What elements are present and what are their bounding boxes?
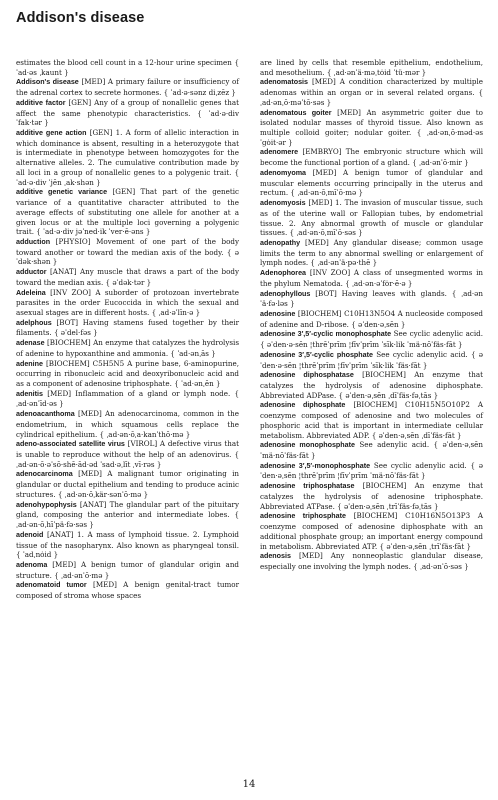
dictionary-entry: [16, 409, 239, 439]
dictionary-entry: [16, 389, 239, 409]
entry-definition: [MED] A malignant tumor originating in glandular or ductal epithelium and tending to produce acinic structures. { ˌad·ən·ōˌkär·sənˈō·mə }: [16, 469, 239, 499]
dictionary-entry: [260, 168, 483, 198]
entry-headword: adenopathy: [260, 238, 301, 247]
entry-headword: adenase: [16, 339, 45, 348]
dictionary-entry: [16, 318, 239, 338]
entry-headword: adenomyosis: [260, 199, 306, 208]
entry-headword: additive gene action: [16, 129, 87, 138]
entry-definition: [BIOCHEM] C10H16N5O13P3 A coenzyme composed of adenosine diphosphate with an additional phosphate group; an important energy compound in metabolism. Abbreviated ATP. { əˈden·əˌsēn ˌtrīˈfäs·fāt }: [260, 511, 483, 551]
page-number: 14: [242, 779, 256, 790]
dictionary-entry: [260, 108, 483, 148]
entry-definition: [MED] Any glandular disease; common usage limits the term to any abnormal swelling or enlargement of lymph nodes. { ˌad·ənˈä·pə·thē }: [260, 237, 483, 268]
dictionary-entry: [16, 359, 239, 389]
dictionary-entry: [260, 440, 483, 460]
entry-definition: [BIOCHEM] An enzyme that catalyzes the hydrolysis of adenosine triphosphate. Abbreviated ATPase. { əˈden·əˌsēn ˌtrīˈfäs·fəˌtās }: [260, 481, 483, 511]
entry-headword: adenomyoma: [260, 168, 307, 177]
entry-definition: [ANAT] The glandular part of the pituitary gland, composing the anterior and intermediate lobes. { ˌad·ən·ōˌhīˈpä·fə·səs }: [16, 499, 239, 530]
entry-headword: adductor: [16, 268, 47, 277]
entry-definition: [MED] An adenocarcinoma, common in the endometrium, in which squamous cells replace the cylindrical epithelium. { ˌad·ən·ōˌa·kanˈthō·mə }: [16, 409, 239, 439]
dictionary-entry: [260, 329, 483, 349]
dictionary-entry: [260, 400, 483, 440]
dictionary-entry: [260, 238, 483, 268]
entry-definition: [GEN] Any of a group of nonallelic genes that affect the same phenotypic characteristics. { ˈad·ə·div ˈfak·tər }: [16, 97, 239, 128]
dictionary-entry: [16, 267, 239, 287]
dictionary-entry: [260, 198, 483, 238]
entry-headword: adenosine diphosphate: [260, 401, 346, 410]
dictionary-entry: [260, 77, 483, 107]
dictionary-entry: [260, 147, 483, 167]
entry-headword: adenosine diphosphatase: [260, 371, 354, 380]
entry-headword: adenoid: [16, 530, 44, 539]
dictionary-entry: [16, 560, 239, 580]
dictionary-entry: [16, 98, 239, 128]
entry-definition: See adenylic acid. { əˈden·əˌsēn ˈmä·nōˈfäs·fāt }: [260, 440, 483, 461]
entry-headword: adenoma: [16, 560, 48, 569]
entry-headword: adenomatous goiter: [260, 108, 332, 117]
dictionary-entry: [16, 237, 239, 267]
entry-definition: [INV ZOO] A class of unsegmented worms in the phylum Nematoda. { ˌad·ən·əˈfȯr·ē·ə }: [260, 268, 483, 288]
dictionary-entry: [260, 370, 483, 400]
dictionary-entry: [16, 128, 239, 187]
entry-definition: [PHYSIO] Movement of one part of the body toward another or toward the median axis of the body. { əˈdək·shən }: [16, 236, 239, 267]
entry-definition: [MED] A benign genital-tract tumor composed of stroma whose spaces: [16, 580, 239, 601]
dictionary-entry: [16, 439, 239, 469]
entry-headword: adeno-associated satellite virus: [16, 440, 125, 449]
dictionary-entry: [260, 511, 483, 551]
running-head: Addison's disease: [16, 10, 145, 26]
dictionary-entry: [16, 469, 239, 499]
entry-definition: [BIOCHEM] C10H13N5O4 A nucleoside composed of adenine and D-ribose. { əˈden·əˌsēn }: [260, 308, 483, 329]
entry-headword: adelphous: [16, 318, 52, 327]
dictionary-entry: [16, 187, 239, 237]
entry-definition: [BOT] Having stamens fused together by their filaments. { əˈdel·fəs }: [16, 317, 239, 338]
entry-headword: adenosine 3′,5′-cyclic monophosphate: [260, 330, 392, 339]
entry-headword: adenosine monophosphate: [260, 441, 355, 450]
entry-headword: adenosine 3′,5′-monophosphate: [260, 461, 371, 470]
entry-definition: [BIOCHEM] An enzyme that catalyzes the hydrolysis of adenosine diphosphate. Abbreviated ADPase. { əˈden·əˌsēn ˌdīˈfäs·fəˌtās }: [260, 370, 483, 400]
entry-headword: adenocarcinoma: [16, 470, 73, 479]
entry-definition: [MED] A benign tumor of glandular origin and structure. { ˌad·ənˈō·mə }: [16, 559, 239, 580]
dictionary-entry: [260, 268, 483, 288]
entry-definition: [MED] A primary failure or insufficiency of the adrenal cortex to secrete hormones. { ˈad·ə·sənz diˌzēz }: [16, 77, 239, 98]
dictionary-entry: [260, 350, 483, 370]
dictionary-entry: [16, 58, 239, 77]
right-column: [260, 58, 483, 572]
entry-headword: adenomatosis: [260, 78, 309, 87]
entry-definition: [MED] A condition characterized by multiple adenomas within an organ or in several related organs. { ˌad·ənˌō·məˈtō·səs }: [260, 77, 484, 107]
entry-definition: [VIROL] A defective virus that is unable to reproduce without the help of an adenovirus. { ˌad·ən·ō·əˈsō·shē·ād·əd ˈsad·əˌlīt ˌvī·rəs }: [16, 439, 239, 469]
entry-definition: See cyclic adenylic acid. { əˈden·əˌsēn ¦thrēˈprīm ¦fīvˈprīm ˈmä·nōˈfäs·fāt }: [260, 460, 483, 481]
entry-definition: estimates the blood cell count in a 12-hour urine specimen { ˈad·əs ˌkaunt }: [16, 58, 239, 77]
dictionary-entry: [260, 58, 483, 77]
entry-headword: adenosine triphosphatase: [260, 482, 355, 491]
entry-headword: adenine: [16, 359, 43, 368]
entry-definition: [ANAT] Any muscle that draws a part of the body toward the median axis. { əˈdək·tər }: [16, 267, 239, 287]
entry-definition: [MED] Inflammation of a gland or lymph node. { ˌad·ənˈīd·əs }: [16, 388, 239, 409]
entry-definition: [BIOCHEM] An enzyme that catalyzes the hydrolysis of adenine to hypoxanthine and ammonia. { ˈad·ənˌās }: [16, 338, 239, 358]
dictionary-entry: [260, 481, 483, 511]
entry-definition: [EMBRYO] The embryonic structure which will become the functional portion of a gland. { ˌad·ənˈō·mir }: [260, 147, 483, 168]
entry-headword: additive genetic variance: [16, 188, 108, 197]
entry-headword: adenomatoid tumor: [16, 581, 87, 590]
entry-definition: See cyclic adenylic acid. { əˈden·ə·sēn ¦thrēˈprīm ¦fīvˈprīm ˈsīk·lik ˈfäs·fāt }: [260, 349, 483, 370]
dictionary-entry: [16, 288, 239, 318]
entry-definition: [BOT] Having leaves with glands. { ˌad·ənˈä·fə·ləs }: [260, 288, 483, 309]
entry-headword: adenosine: [260, 309, 296, 318]
entry-headword: adenosis: [260, 552, 291, 561]
dictionary-entry: [260, 461, 483, 481]
dictionary-entry: [260, 289, 483, 309]
entry-definition: are lined by cells that resemble epithelium, endothelium, and mesothelium. { ˌad·ənˈä·məˌtȯid ˈtü·mər }: [260, 58, 483, 77]
entry-definition: [BIOCHEM] C10H15N5O10P2 A coenzyme composed of adenosine and two molecules of phosphoric acid that is important in intermediate cellular metabolism. Abbreviated ADP. { əˈden·əˌsēn ˌdīˈfäs·fāt }: [260, 400, 483, 440]
entry-definition: [INV ZOO] A suborder of protozoan invertebrate parasites in the order Eucoccida in which the sexual and asexual stages are in different hosts. { ˌad·əˈlīn·ə }: [16, 287, 239, 317]
dictionary-entry: [16, 338, 239, 358]
dictionary-entry: [16, 530, 239, 560]
entry-definition: [BIOCHEM] C5H5N5 A purine base, 6-aminopurine, occurring in ribonucleic acid and deoxyribonucleic acid and as a component of adenosine triphosphate. { ˈad·ənˌēn }: [16, 358, 239, 388]
entry-definition: [MED] 1. The invasion of muscular tissue, such as of the uterine wall or Fallopian tubes, by endometrial tissue. 2. Any abnormal growth of muscle or glandular tissues. { ˌad·ən·ōˌmīˈō·səs }: [260, 198, 483, 238]
entry-headword: adenohypophysis: [16, 500, 77, 509]
entry-headword: additive factor: [16, 98, 66, 107]
dictionary-entry: [260, 309, 483, 329]
entry-definition: [MED] A benign tumor of glandular and muscular elements occurring principally in the uterus and rectum. { ˌad·ən·ōˌmīˈō·mə }: [260, 167, 483, 198]
entry-headword: adenomere: [260, 148, 299, 157]
entry-definition: [GEN] That part of the genetic variance of a quantitative character attributed to the average effects of substituting one allele for another at a given locus or at the multiple loci governing a polygenic trait. { ˈad·ə·div jəˈned·ik ˈver·ē·əns }: [16, 187, 239, 237]
entry-headword: adduction: [16, 237, 51, 246]
dictionary-entry: [16, 580, 239, 600]
entry-headword: adenosine 3′,5′-cyclic phosphate: [260, 350, 373, 359]
entry-headword: adenophyllous: [260, 289, 311, 298]
dictionary-entry: [16, 77, 239, 97]
entry-definition: See cyclic adenylic acid. { əˈden·ə·sēn ¦thrēˈprīm ¦fīvˈprīm ˈsīk·lik ˈmä·nōˈfäs·fāt }: [260, 329, 483, 350]
entry-headword: adenoacanthoma: [16, 410, 75, 419]
entry-headword: Addison's disease: [16, 78, 79, 87]
entry-definition: [GEN] 1. A form of allelic interaction in which dominance is absent, resulting in a heterozygote that is intermediate in phenotype between homozygotes for the alternative alleles. 2. The cumulative contribution made by all loci in a group of nonallelic genes to a polygenic trait. { ˈad·ə·div ˈjēn ˌak·shən }: [16, 128, 239, 187]
dictionary-entry: [16, 500, 239, 530]
entry-headword: Adeleina: [16, 288, 46, 297]
entry-headword: adenosine triphosphate: [260, 512, 346, 521]
entry-definition: [ANAT] 1. A mass of lymphoid tissue. 2. Lymphoid tissue of the nasopharynx. Also known as pharyngeal tonsil. { ˈadˌnȯid }: [16, 529, 239, 560]
entry-definition: [MED] Any nonneoplastic glandular disease, especially one involving the lymph nodes. { ˌad·ənˈō·səs }: [260, 551, 483, 571]
dictionary-entry: [260, 551, 483, 571]
entry-headword: Adenophorea: [260, 269, 307, 278]
entry-definition: [MED] An asymmetric goiter due to isolated nodular masses of thyroid tissue. Also known as multiple colloid goiter; nodular goiter. { ˌad·ənˌō·məd·əs ˈgȯit·ər }: [260, 107, 483, 147]
entry-headword: adenitis: [16, 389, 43, 398]
left-column: [16, 58, 239, 601]
